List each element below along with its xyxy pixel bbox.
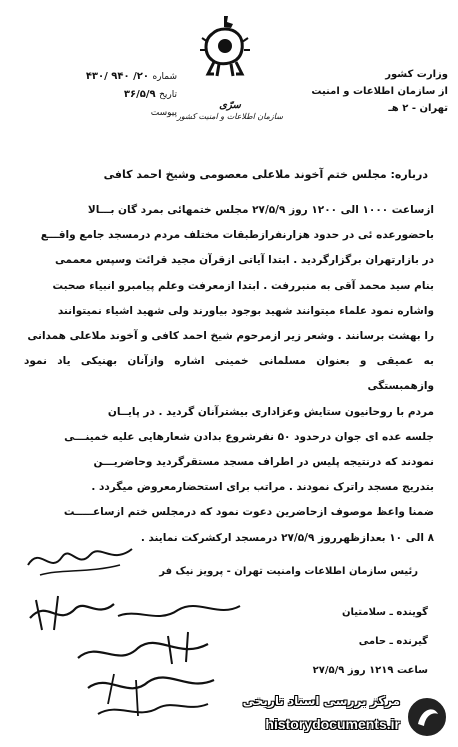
body-line: واشاره نمود علماء میتوانند شهید بوجود بیاورند ولی شهید اشیاء نمیتوانند bbox=[57, 304, 434, 317]
footer-line: گیرنده ـ حامی bbox=[358, 636, 428, 647]
footer-line: ساعت ۱۲۱۹ روز ۲۷/۵/۹ bbox=[312, 665, 428, 676]
body-line: بتدریج مسجد راترک نمودند . مراتب برای استحضارمعروض میگردد . bbox=[91, 481, 434, 494]
number-value: ۲۰/ ۹۴۰ /۴۳۰ bbox=[85, 71, 149, 82]
body-line: مردم با روحانیون ستایش وعزاداری بیشترآنان گردید . در پایــان bbox=[107, 405, 434, 418]
center-classification bbox=[160, 100, 300, 122]
date-row bbox=[12, 86, 177, 104]
archive-watermark bbox=[176, 692, 452, 742]
body-line: ضمنا واعظ موصوف ازحاضرین دعوت نمود که درمجلس ختم ازساعـــــت bbox=[63, 506, 434, 519]
footer-line: گوینده ـ سلامتیان bbox=[341, 607, 428, 618]
date-value: ۳۶/۵/۹ bbox=[123, 89, 156, 100]
watermark-text-fa: مرکز بررسی اسناد تاریخی bbox=[242, 694, 400, 708]
agency-name: سازمان اطلاعات و امنیت کشور bbox=[177, 112, 283, 121]
body-line: جلسه عده ای جوان درحدود ۵۰ نفرشروع بدادن شعارهایی علیه خمینـــی bbox=[64, 430, 434, 443]
signature-title: رئیس سازمان اطلاعات وامنیت تهران - پرویز نیک فر bbox=[159, 566, 418, 577]
org-line: وزارت کشور bbox=[385, 69, 448, 80]
attachment-label: پیوست bbox=[150, 108, 177, 118]
org-line: تهران - ۲ هـ bbox=[388, 103, 448, 114]
date-label: تاریخ bbox=[159, 90, 177, 100]
body-line: ازساعت ۱۰۰۰ الی ۱۲۰۰ روز ۲۷/۵/۹ مجلس ختمهائی بمرد گان بـــالا bbox=[87, 204, 434, 216]
body-line: در بازارتهران برگزارگردید . ابتدا آیاتی ازقرآن مجید قرائت وسپس معممی bbox=[54, 254, 434, 267]
archive-logo-icon bbox=[404, 694, 450, 740]
org-line: از سازمان اطلاعات و امنیت bbox=[311, 86, 448, 97]
watermark-text-en: historydocuments.ir bbox=[265, 716, 400, 732]
document-body bbox=[24, 198, 434, 551]
body-line: نمودند که درنتیجه پلیس در اطراف مسجد مستقرگردید وحاضریـــن bbox=[93, 456, 434, 469]
body-line: ۸ الی ۱۰ بعدازظهرروز ۲۷/۵/۹ درمسجد ارکشرکت نمایند . bbox=[140, 531, 434, 544]
number-row bbox=[12, 68, 177, 86]
body-line: بنام سید محمد آقی به منبررفت . ابتدا ازمعرفت وعلم پیامبرو انبیاء صحبت bbox=[52, 279, 434, 292]
body-line: باحضورعده ئی در حدود هزارنفرازطبقات مختلف مردم درمسجد جامع واقـــع bbox=[40, 229, 434, 242]
lion-and-sun-emblem bbox=[194, 12, 256, 82]
body-line: به عمیقی و بعنوان مسلمانی خمینی اشاره وازآنان بهنیکی یاد نمود وازهمبستگی bbox=[24, 355, 434, 393]
number-label: شماره bbox=[152, 72, 177, 82]
reference-block bbox=[12, 68, 177, 122]
document-subject: درباره: مجلس ختم آخوند ملاعلی معصومی وشیخ احمد کافی bbox=[103, 168, 428, 181]
body-line: را بهشت برسانند . وشعر زیر ازمرحوم شیخ احمد کافی و آخوند ملاعلی همدانی bbox=[27, 330, 434, 343]
classification-mark: سرّی bbox=[219, 100, 241, 111]
attachment-row bbox=[12, 104, 177, 122]
